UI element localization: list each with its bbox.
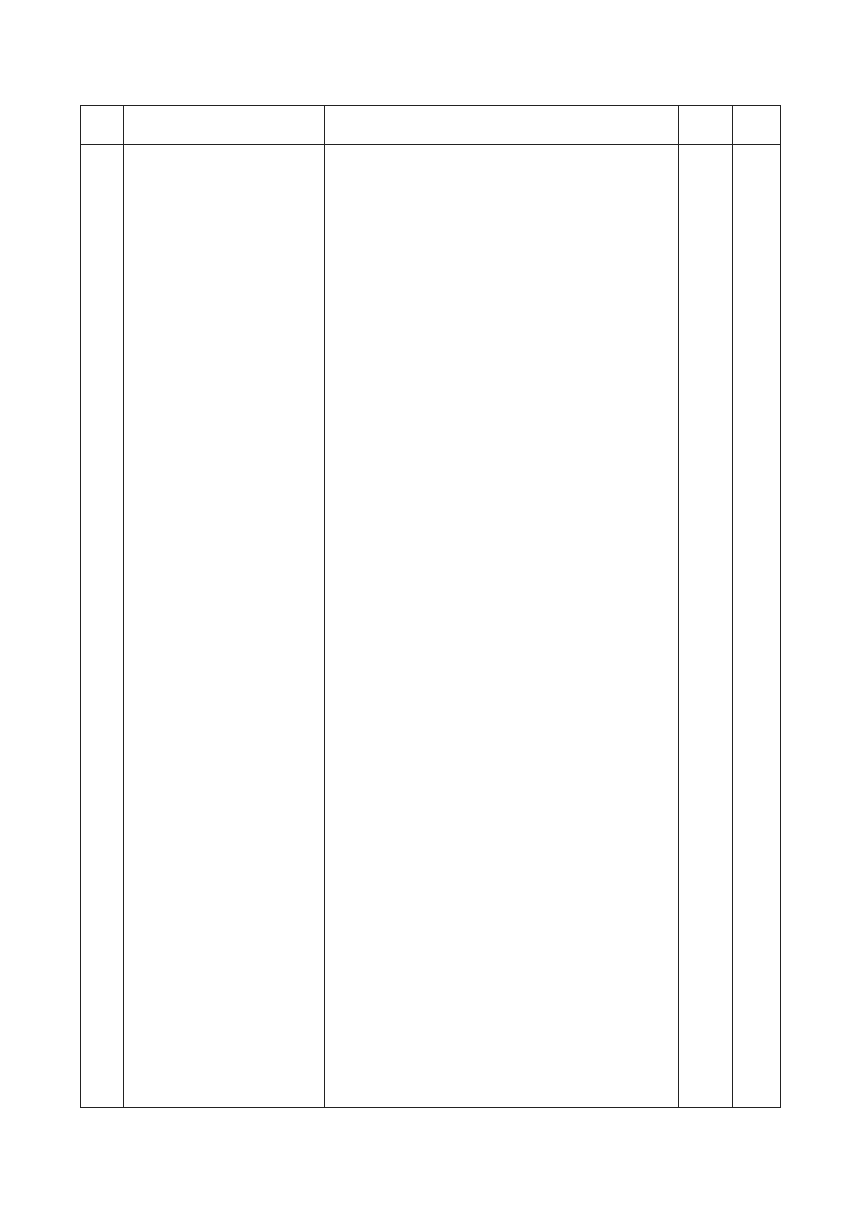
column-divider-4: [732, 105, 733, 1108]
column-divider-2: [324, 105, 325, 1108]
table-border-top: [80, 105, 781, 106]
table-border-right: [780, 105, 781, 1108]
row-divider: [80, 144, 781, 145]
column-divider-3: [678, 105, 679, 1108]
table-border-bottom: [80, 1107, 781, 1108]
table-border-left: [80, 105, 81, 1108]
column-divider-1: [123, 105, 124, 1108]
